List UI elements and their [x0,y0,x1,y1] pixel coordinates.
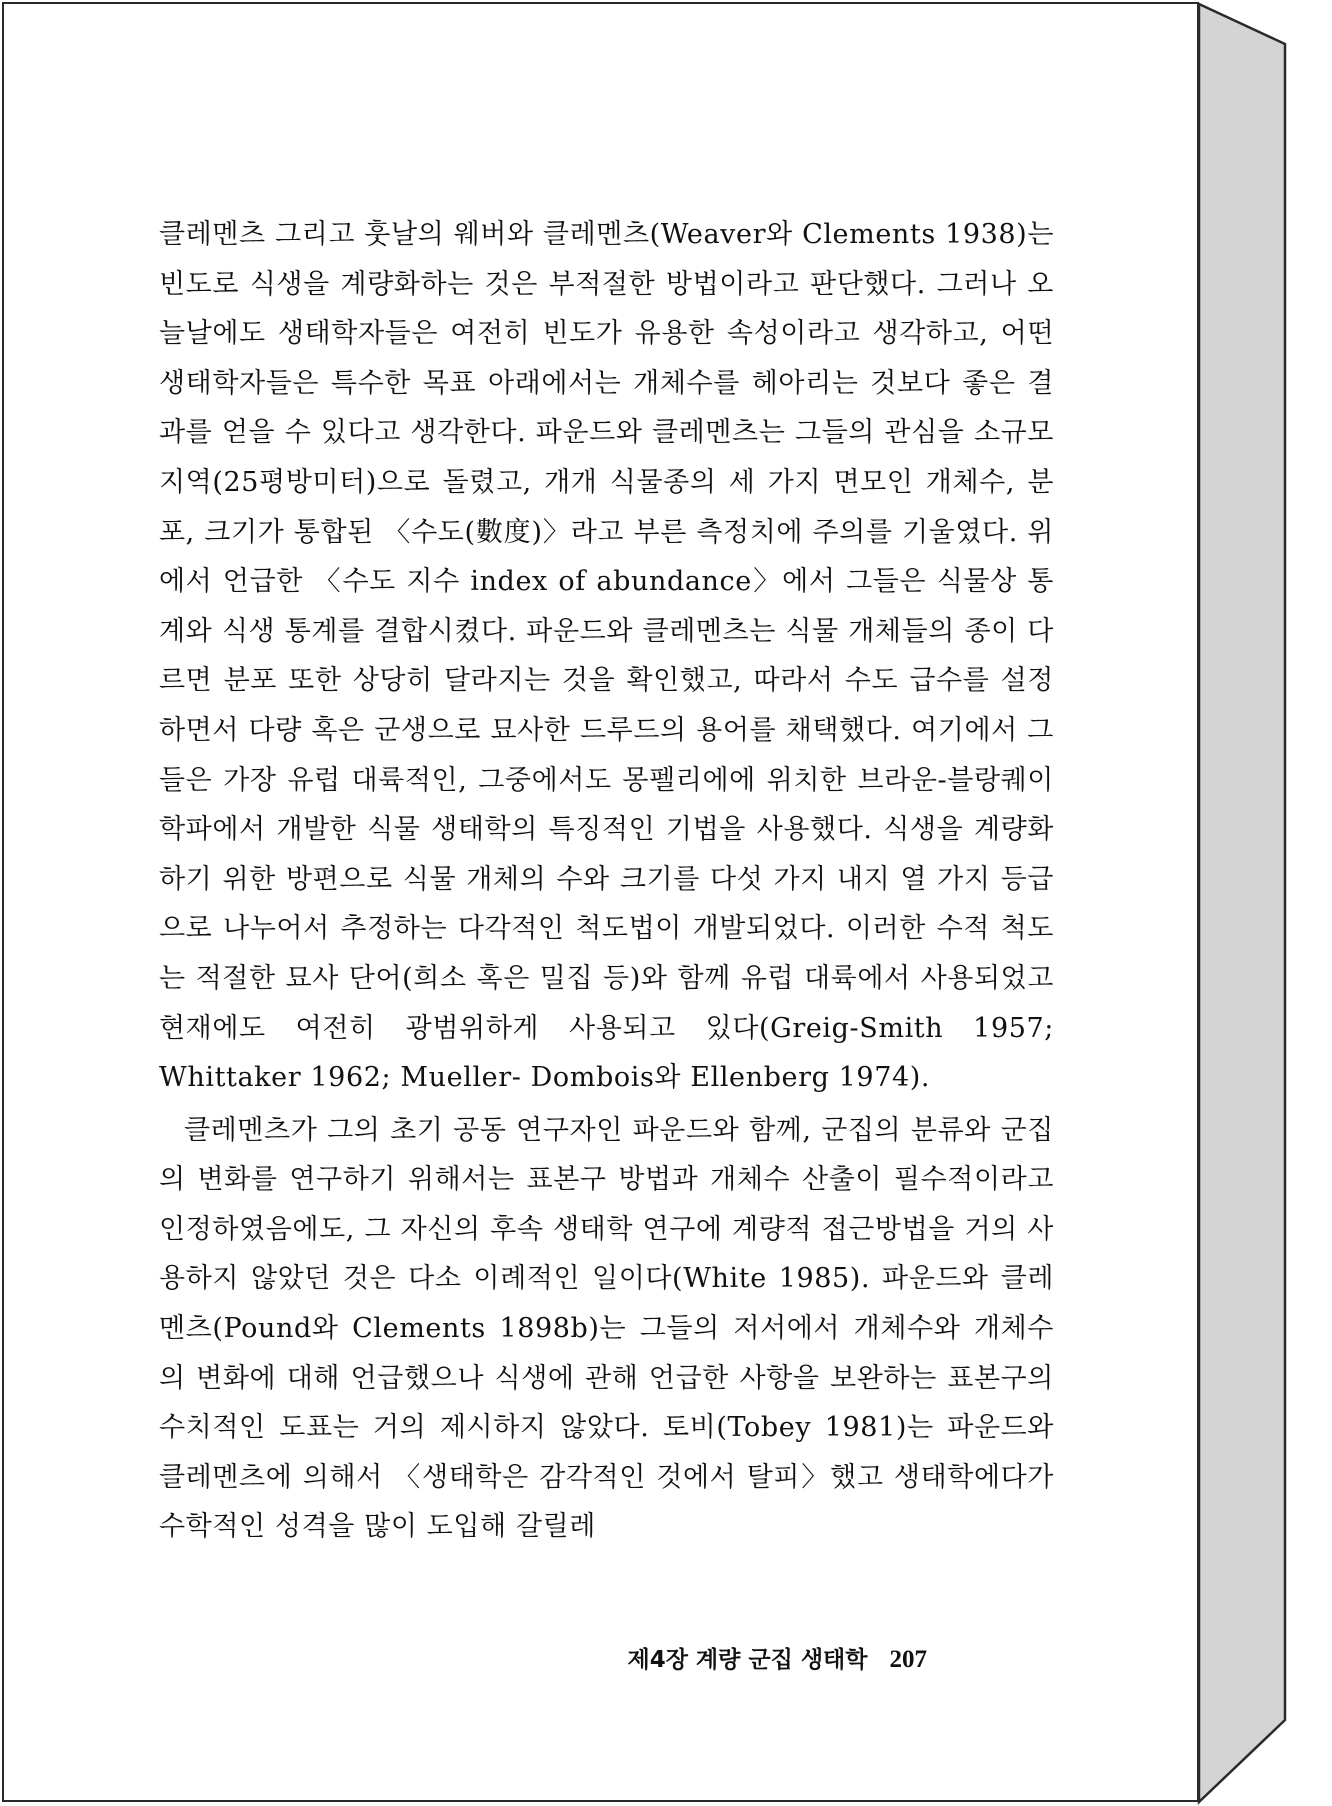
body-text [159,210,1054,1552]
chapter-title: 제4장 계량 군집 생태학 [627,1647,868,1673]
book-page [2,2,1199,1802]
paragraph-1: 클레멘츠 그리고 훗날의 웨버와 클레멘츠(Weaver와 Clements 1938)는 빈도로 식생을 계량화하는 것은 부적절한 방법이라고 판단했다. 그러나 오늘날에도 생태학자들은 여전히 빈도가 유용한 속성이라고 생각하고, 어떤 생태학자들은 특수한 목표 아래에서는 개체수를 헤아리는 것보다 좋은 결과를 얻을 수 있다고 생각한다. 파운드와 클레멘츠는 그들의 관심을 소규모 지역(25평방미터)으로 돌렸고, 개개 식물종의 세 가지 면모인 개체수, 분포, 크기가 통합된 〈수도(數度)〉라고 부른 측정치에 주의를 기울였다. 위에서 언급한 〈수도 지수 index of abundance〉에서 그들은 식물상 통계와 식생 통계를 결합시켰다. 파운드와 클레멘츠는 식물 개체들의 종이 다르면 분포 또한 상당히 달라지는 것을 확인했고, 따라서 수도 급수를 설정하면서 다량 혹은 군생으로 묘사한 드루드의 용어를 채택했다. 여기에서 그들은 가장 유럽 대륙적인, 그중에서도 몽펠리에에 위치한 브라운-블랑퀘이 학파에서 개발한 식물 생태학의 특징적인 기법을 사용했다. 식생을 계량화하기 위한 방편으로 식물 개체의 수와 크기를 다섯 가지 내지 열 가지 등급으로 나누어서 추정하는 다각적인 척도법이 개발되었다. 이러한 수적 척도는 적절한 묘사 단어(희소 혹은 밀집 등)와 함께 유럽 대륙에서 사용되었고 현재에도 여전히 광범위하게 사용되고 있다(Greig-Smith 1957; Whittaker 1962; Mueller- Dombois와 Ellenberg 1974). [159,219,1054,1094]
paragraph-2: 클레멘츠가 그의 초기 공동 연구자인 파운드와 함께, 군집의 분류와 군집의 변화를 연구하기 위해서는 표본구 방법과 개체수 산출이 필수적이라고 인정하였음에도, 그 자신의 후속 생태학 연구에 계량적 접근방법을 거의 사용하지 않았던 것은 다소 이례적인 일이다(White 1985). 파운드와 클레멘츠(Pound와 Clements 1898b)는 그들의 저서에서 개체수와 개체수의 변화에 대해 언급했으나 식생에 관해 언급한 사항을 보완하는 표본구의 수치적인 도표는 거의 제시하지 않았다. 토비(Tobey 1981)는 파운드와 클레멘츠에 의해서 〈생태학은 감각적인 것에서 탈피〉했고 생태학에다가 수학적인 성격을 많이 도입해 갈릴레 [159,1114,1054,1543]
page-number: 207 [889,1646,927,1673]
page-footer [627,1641,927,1674]
book-side-face [1199,4,1285,1802]
